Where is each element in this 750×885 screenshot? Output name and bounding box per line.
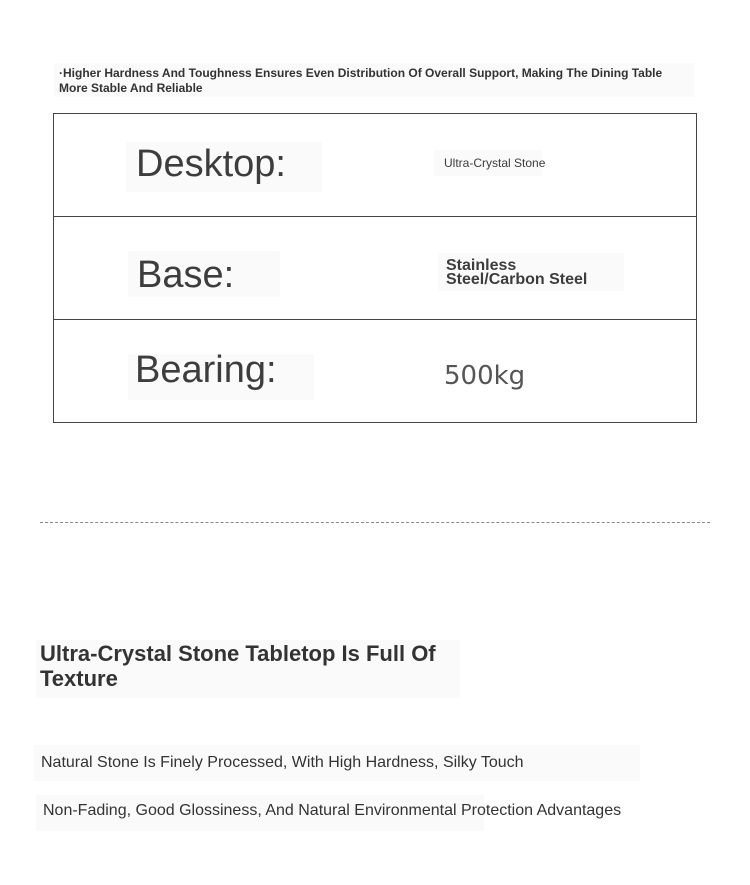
spec-table	[53, 113, 697, 423]
feature-line-2: Non-Fading, Good Glossiness, And Natural Environmental Protection Advantages	[43, 802, 622, 819]
intro-note	[54, 63, 694, 97]
spec-label-base: Base:	[137, 254, 235, 296]
spec-row-bearing	[54, 320, 696, 422]
spec-label-desktop: Desktop:	[136, 143, 286, 185]
spec-value-bearing: 500kg	[444, 361, 526, 391]
spec-value-base: Stainless Steel/Carbon Steel	[446, 257, 588, 288]
section-divider	[40, 522, 710, 523]
spec-label-bearing: Bearing:	[135, 349, 277, 391]
spec-row-base	[54, 217, 696, 320]
spec-row-desktop	[54, 114, 696, 217]
section-title: Ultra-Crystal Stone Tabletop Is Full Of Texture	[40, 641, 436, 691]
intro-text: ·Higher Hardness And Toughness Ensures Even Distribution Of Overall Support, Making The Dining Table More Stable And Reliable	[59, 66, 663, 95]
spec-value-desktop: Ultra-Crystal Stone	[444, 156, 546, 170]
feature-line-1: Natural Stone Is Finely Processed, With High Hardness, Silky Touch	[41, 754, 524, 771]
